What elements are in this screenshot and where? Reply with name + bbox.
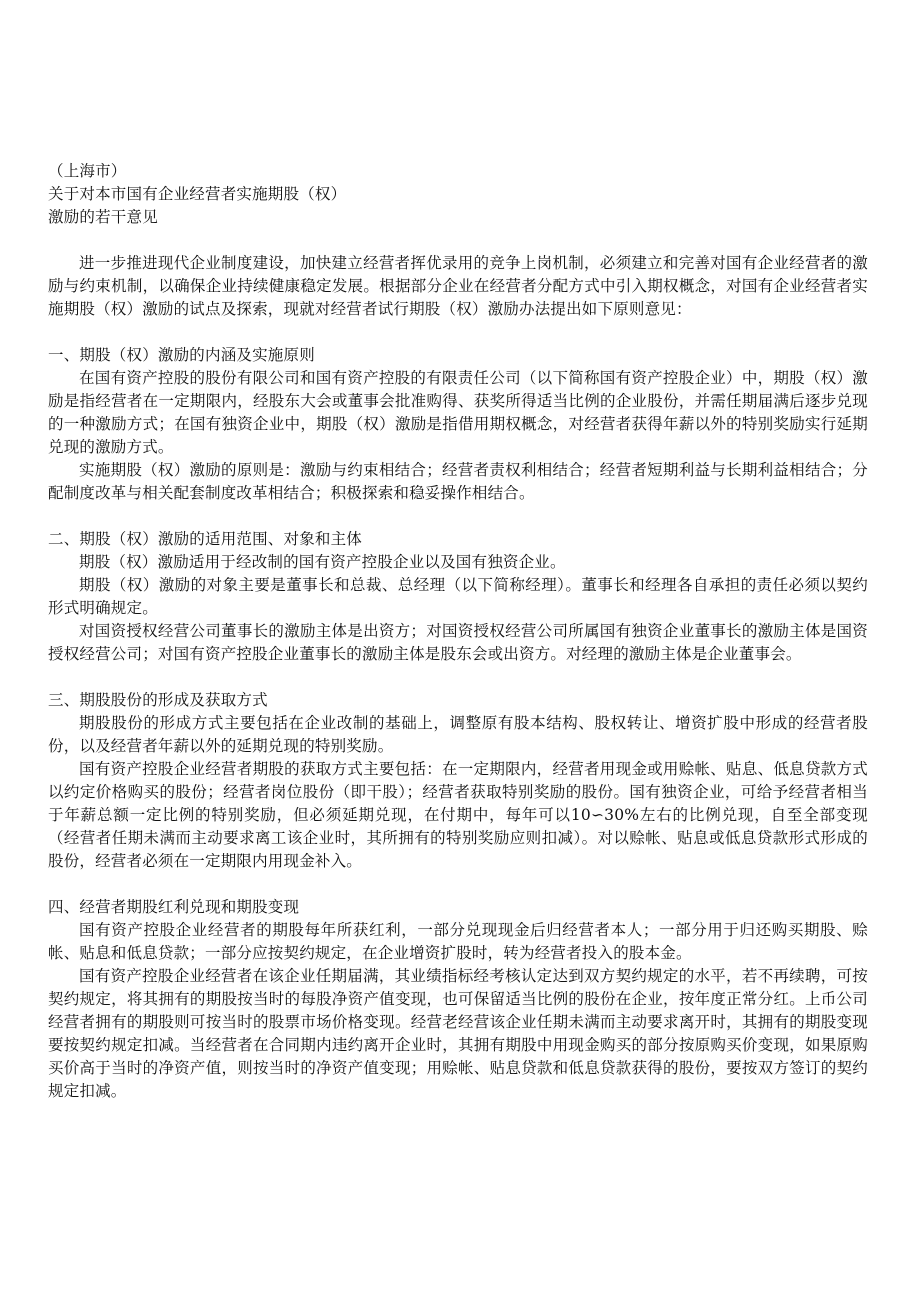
document-title-line-1: 关于对本市国有企业经营者实施期股（权）: [48, 185, 347, 203]
section-2: [48, 528, 868, 666]
section-1-paragraph-2: 实施期股（权）激励的原则是：激励与约束相结合；经营者责权利相结合；经营者短期利益与长期利益相结合；分配制度改革与相关配套制度改革相结合；积极探索和稳妥操作相结合。: [48, 461, 868, 502]
section-1: [48, 344, 868, 505]
section-4-title: 四、经营者期股红利兑现和期股变现: [48, 898, 300, 916]
section-3-paragraph-1: 期股股份的形成方式主要包括在企业改制的基础上，调整原有股本结构、股权转让、增资扩股中形成的经营者股份，以及经营者年薪以外的延期兑现的特别奖励。: [48, 714, 868, 755]
section-1-title: 一、期股（权）激励的内涵及实施原则: [48, 346, 315, 364]
section-3-title: 三、期股股份的形成及获取方式: [48, 691, 268, 709]
region-label: （上海市）: [48, 162, 127, 180]
section-1-paragraph-1: 在国有资产控股的股份有限公司和国有资产控股的有限责任公司（以下简称国有资产控股企业）中，期股（权）激励是指经营者在一定期限内，经股东大会或董事会批准购得、获奖所得适当比例的企业股份，并需任期届满后逐步兑现的一种激励方式；在国有独资企业中，期股（权）激励是指借用期权概念，对经营者获得年薪以外的特别奖励实行延期兑现的激励方式。: [48, 369, 868, 456]
section-3: [48, 689, 868, 873]
intro-paragraph: 进一步推进现代企业制度建设，加快建立经营者挥优录用的竞争上岗机制，必须建立和完善对国有企业经营者的激励与约束机制，以确保企业持续健康稳定发展。根据部分企业在经营者分配方式中引入期权概念，对国有企业经营者实施期股（权）激励的试点及探索，现就对经营者试行期股（权）激励办法提出如下原则意见：: [48, 254, 868, 318]
section-2-paragraph-3: 对国资授权经营公司董事长的激励主体是出资方；对国资授权经营公司所属国有独资企业董事长的激励主体是国资授权经营公司；对国有资产控股企业董事长的激励主体是股东会或出资方。对经理的激励主体是企业董事会。: [48, 622, 868, 663]
document-title-line-2: 激励的若干意见: [48, 208, 158, 226]
section-3-paragraph-2: 国有资产控股企业经营者期股的获取方式主要包括：在一定期限内，经营者用现金或用赊帐、贴息、低息贷款方式以约定价格购买的股份；经营者岗位股份（即干股）；经营者获取特别奖励的股份。国有独资企业，可给予经营者相当于年薪总额一定比例的特别奖励，但必须延期兑现，在付期中，每年可以10∽30%左右的比例兑现，自至全部变现（经营者任期未满而主动要求离工该企业时，其所拥有的特别奖励应则扣减）。对以赊帐、贴息或低息贷款形式形成的股份，经营者必须在一定期限内用现金补入。: [48, 760, 868, 870]
section-2-paragraph-1: 期股（权）激励适用于经改制的国有资产控股企业以及国有独资企业。: [79, 553, 566, 571]
section-2-paragraph-2: 期股（权）激励的对象主要是董事长和总裁、总经理（以下简称经理）。董事长和经理各自承担的责任必须以契约形式明确规定。: [48, 576, 868, 617]
section-4-paragraph-1: 国有资产控股企业经营者的期股每年所获红利，一部分兑现现金后归经营者本人；一部分用于归还购买期股、赊帐、贴息和低息贷款；一部分应按契约规定，在企业增资扩股时，转为经营者投入的股本金。: [48, 921, 868, 962]
document-heading: [48, 160, 868, 229]
section-2-title: 二、期股（权）激励的适用范围、对象和主体: [48, 530, 363, 548]
section-4: [48, 896, 868, 1103]
section-4-paragraph-2: 国有资产控股企业经营者在该企业任期届满，其业绩指标经考核认定达到双方契约规定的水平，若不再续聘，可按契约规定，将其拥有的期股按当时的每股净资产值变现，也可保留适当比例的股份在企业，按年度正常分红。上币公司经营者拥有的期股则可按当时的股票市场价格变现。经营老经营该企业任期未满而主动要求离开时，其拥有的期股变现要按契约规定扣减。当经营者在合同期内违约离开企业时，其拥有期股中用现金购买的部分按原购买价变现，如果原购买价高于当时的净资产值，则按当时的净资产值变现；用赊帐、贴息贷款和低息贷款获得的股份，要按双方签订的契约规定扣减。: [48, 967, 868, 1100]
document-page: [48, 160, 868, 1126]
